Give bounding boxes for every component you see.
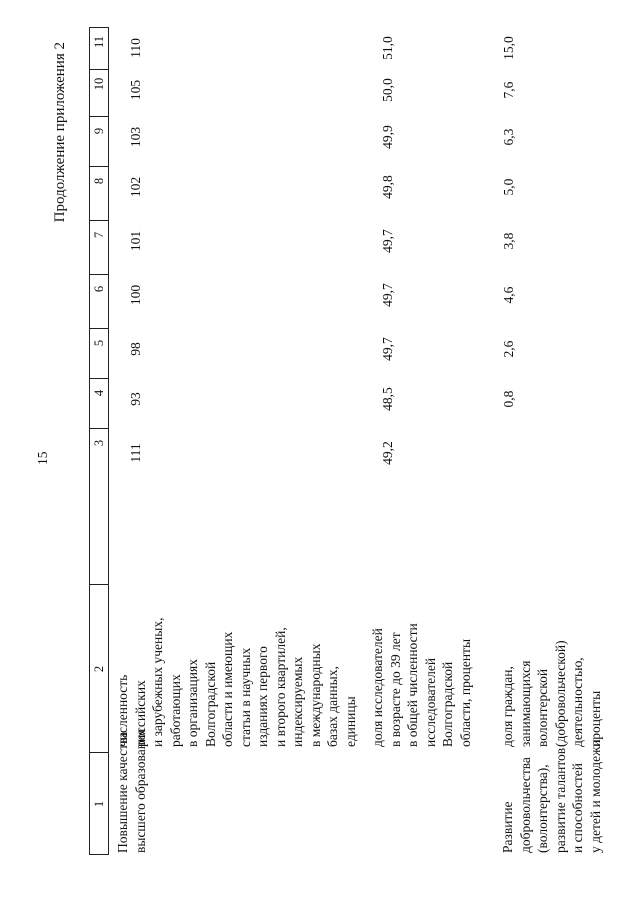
col-header-2: 2 [92, 665, 106, 673]
row2-value-8: 49,8 [380, 175, 395, 199]
row3-value-6: 4,6 [501, 286, 516, 304]
col-header-9: 9 [92, 127, 106, 135]
data-table [89, 27, 640, 855]
col-header-3: 3 [92, 439, 106, 447]
row1-value-7: 101 [128, 230, 143, 252]
col-header-6: 6 [92, 285, 106, 293]
row2-value-4: 48,5 [380, 387, 395, 411]
row3-value-7: 3,8 [501, 232, 516, 250]
row2-value-5: 49,7 [380, 337, 395, 361]
col-header-7: 7 [92, 231, 106, 239]
row1-value-4: 93 [128, 392, 143, 406]
row1-indicator: численность российских и зарубежных ученых, работающих в организациях Волгоградской области и имеющих статьи в научных изданиях первого и второго квартилей, индексируемых в международных базах данных, единицы [115, 617, 358, 747]
continuation-title: Продолжение приложения 2 [52, 42, 68, 223]
page-number: 15 [35, 451, 50, 465]
row1-goal: Повышение качества высшего образования [115, 728, 148, 853]
row3-value-10: 7,6 [501, 81, 516, 99]
row2-value-6: 49,7 [380, 283, 395, 307]
col-header-10: 10 [92, 77, 106, 91]
row2-value-7: 49,7 [380, 229, 395, 253]
row1-value-9: 103 [128, 126, 143, 148]
row3-value-9: 6,3 [501, 128, 516, 146]
col-header-4: 4 [92, 389, 106, 397]
row1-value-6: 100 [128, 284, 143, 306]
row3-indicator: доля граждан, занимающихся волонтерской (добровольческой) деятельностью, проценты [500, 640, 603, 747]
row2-value-11: 51,0 [380, 36, 395, 60]
row1-value-3: 111 [128, 443, 143, 463]
row2-value-9: 49,9 [380, 125, 395, 149]
col-header-11: 11 [92, 35, 106, 49]
row1-value-5: 98 [128, 342, 143, 356]
row2-value-3: 49,2 [380, 441, 395, 465]
row1-value-8: 102 [128, 176, 143, 198]
row3-goal: Развитие добровольчества (волонтерства), развитие талантов и способностей у детей и молодежи [500, 739, 603, 853]
row1-value-10: 105 [128, 79, 143, 101]
row1-value-11: 110 [128, 38, 143, 58]
col-header-5: 5 [92, 339, 106, 347]
row3-value-5: 2,6 [501, 340, 516, 358]
col-header-8: 8 [92, 177, 106, 185]
row3-value-11: 15,0 [501, 36, 516, 60]
row2-indicator: доля исследователей в возрасте до 39 лет в общей численности исследователей Волгоградской области, проценты [370, 623, 473, 747]
col-header-1: 1 [92, 800, 106, 808]
row2-value-10: 50,0 [380, 78, 395, 102]
row3-value-4: 0,8 [501, 390, 516, 408]
row3-value-8: 5,0 [501, 178, 516, 196]
